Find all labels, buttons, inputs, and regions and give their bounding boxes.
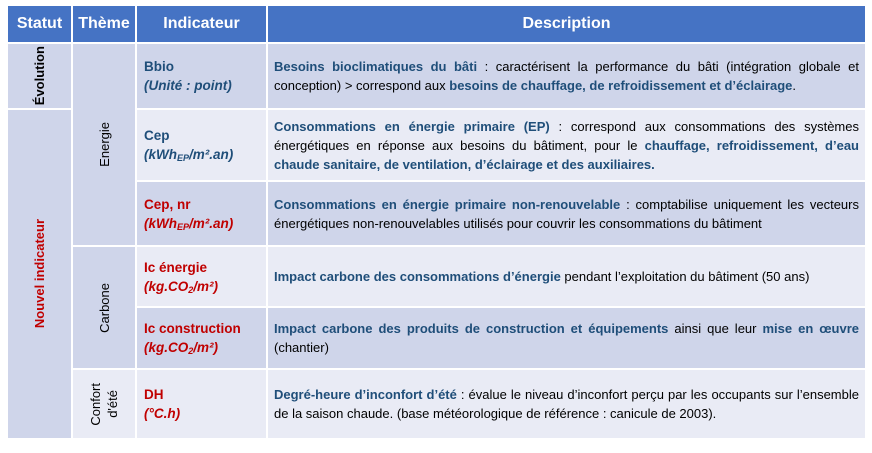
- header-row: [8, 6, 865, 43]
- description-cell: [267, 181, 865, 246]
- indicator-cell: [136, 246, 267, 307]
- description-bold: Besoins bioclimatiques du bâti: [274, 59, 478, 74]
- indicator-unit: $(kg.CO_2/m^2)$: [144, 278, 219, 295]
- description-bold: chauffage, refroidissement, d’eau chaude sanitaire, de ventilation, d’éclairage et des auxiliaires.: [274, 137, 859, 172]
- indicator-unit: (°C.h): [144, 406, 181, 421]
- description-cell: [267, 246, 865, 307]
- description-bold: besoins de chauffage, de refroidissement et d’éclairage: [449, 78, 793, 93]
- description-cell: [267, 369, 865, 439]
- theme-confort-cell: [72, 369, 136, 439]
- theme-energie-cell: [72, 43, 136, 246]
- description-cell: [267, 307, 865, 369]
- statut-nouvel-indicateur: Nouvel indicateur: [32, 219, 47, 329]
- description-text: (chantier): [274, 340, 329, 355]
- description-bold: Impact carbone des consommations d’énergie: [274, 269, 561, 284]
- indicator-name: Ic énergie: [144, 259, 208, 275]
- description-bold: Degré-heure d’inconfort d’été: [274, 387, 457, 402]
- indicator-name: Cep: [144, 128, 170, 143]
- indicator-name: Cep, nr: [144, 196, 191, 212]
- indicator-unit: $(kg.CO_2/m^2)$: [144, 340, 219, 356]
- indicator-unit: (Unité : point): [144, 78, 232, 93]
- indicator-cell: [136, 181, 267, 246]
- indicator-cell: [136, 109, 267, 181]
- theme-energie: Energie: [96, 122, 112, 167]
- table-row: [8, 307, 865, 369]
- description-bold: Consommations en énergie primaire (EP): [274, 118, 550, 134]
- indicator-table-container: [8, 6, 865, 446]
- table-row: [8, 246, 865, 307]
- description-text: ainsi que leur: [668, 321, 763, 336]
- header-description: Description: [267, 6, 865, 43]
- description-text: : évalue le niveau d’inconfort perçu par les occupants sur l’ensemble de la saison chaude. (base météorologique de référence : canicule de 2003).: [274, 387, 859, 421]
- description-text: .: [792, 78, 797, 93]
- statut-evolution: Évolution: [32, 46, 47, 106]
- description-text: pendant l’exploitation du bâtiment (50 ans): [560, 269, 810, 284]
- statut-evolution-cell: [8, 43, 72, 109]
- indicator-name: Ic construction: [144, 321, 241, 336]
- description-bold: Consommations en énergie primaire non-renouvelable: [274, 196, 621, 212]
- indicator-table: [8, 6, 865, 440]
- indicator-unit: (kWh$_{EP}$/m².an): [144, 215, 234, 232]
- table-row: [8, 109, 865, 181]
- description-cell: [267, 109, 865, 181]
- description-bold: Impact carbone des produits de construction et équipements: [274, 321, 669, 336]
- description-text: : caractérisent la performance du bâti (intégration globale et conception) > correspond aux: [274, 59, 859, 93]
- theme-carbone: Carbone: [96, 282, 112, 333]
- header-theme: Thème: [72, 6, 136, 43]
- theme-confort-line1: Confort: [88, 382, 103, 426]
- theme-confort-line2: d'été: [105, 390, 120, 418]
- description-text: : correspond aux consommations des systèmes énergétiques en réponse aux besoins du bâtiment, pour le: [274, 118, 859, 153]
- indicator-unit: (kWh$_{EP}$/m².an): [144, 147, 234, 163]
- table-row: [8, 369, 865, 439]
- statut-nouvel-cell: [8, 109, 72, 439]
- header-statut: Statut: [8, 6, 72, 43]
- indicator-name: Bbio: [144, 59, 174, 74]
- indicator-cell: [136, 43, 267, 109]
- indicator-cell: [136, 307, 267, 369]
- indicator-cell: [136, 369, 267, 439]
- description-text: : comptabilise uniquement les vecteurs énergétiques non-renouvelables utilisés pour couvrir les consommations du bâtiment: [274, 196, 859, 231]
- theme-carbone-cell: [72, 246, 136, 369]
- description-cell: [267, 43, 865, 109]
- table-row: [8, 43, 865, 109]
- table-row: [8, 181, 865, 246]
- description-bold: mise en œuvre: [762, 321, 859, 336]
- header-indicateur: Indicateur: [136, 6, 267, 43]
- theme-confort: [73, 383, 135, 426]
- indicator-name: DH: [144, 387, 164, 402]
